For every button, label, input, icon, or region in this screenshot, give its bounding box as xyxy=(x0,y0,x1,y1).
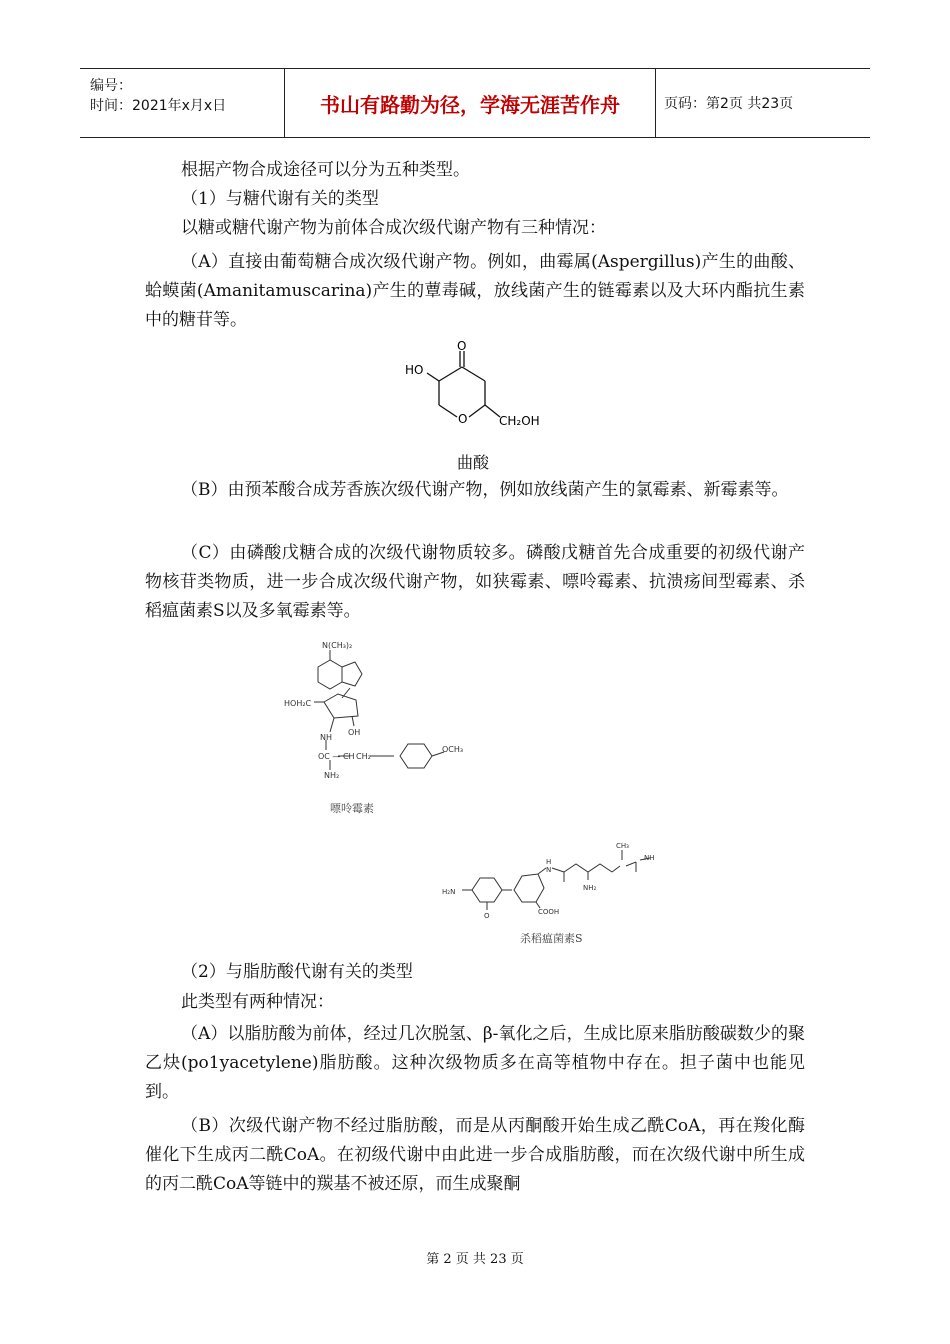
kojic-caption: 曲酸 xyxy=(457,453,490,472)
blast-h2n: H₂N xyxy=(442,888,456,896)
paragraph-6: （C）由磷酸戊糖合成的次级代谢物质较多。磷酸戊糖首先合成重要的初级代谢产物核苷类物质，进一步合成次级代谢产物，如狭霉素、嘌呤霉素、抗溃疡间型霉素、杀稻瘟菌素S以及多氧霉素等。 xyxy=(145,543,805,621)
blast-h: H xyxy=(546,858,552,866)
puro-och3: OCH₃ xyxy=(442,745,464,754)
page-header xyxy=(80,68,870,138)
header-motto: 书山有路勤为径，学海无涯苦作舟 xyxy=(284,69,656,137)
puro-nme2: N(CH₃)₂ xyxy=(322,641,353,650)
paragraph-3: 以糖或糖代谢产物为前体合成次级代谢产物有三种情况： xyxy=(181,218,606,238)
puromycin-caption: 嘌呤霉素 xyxy=(330,802,374,815)
blast-nh: NH xyxy=(644,854,655,862)
header-page-info: 页码：第2页 共23页 xyxy=(664,96,794,112)
kojic-ch2oh: CH₂OH xyxy=(499,414,540,428)
puro-oc-ch: OC — CH xyxy=(318,752,355,761)
blast-cooh: COOH xyxy=(538,908,560,916)
paragraph-1: 根据产物合成途径可以分为五种类型。 xyxy=(181,160,470,180)
paragraph-2: （1）与糖代谢有关的类型 xyxy=(181,189,379,209)
blast-ch3: CH₃ xyxy=(616,842,629,850)
paragraph-9: （A）以脂肪酸为前体，经过几次脱氢、β-氧化之后，生成比原来脂肪酸碳数少的聚乙炔(po1yacetylene)脂肪酸。这种次级物质多在高等植物中存在。担子菌中也能见到。 xyxy=(145,1024,805,1102)
blasticidin-structure xyxy=(440,838,670,918)
kojic-acid-structure xyxy=(395,335,555,435)
paragraph-7: （2）与脂肪酸代谢有关的类型 xyxy=(181,962,413,982)
blast-n: N xyxy=(546,866,552,874)
paragraph-10: （B）次级代谢产物不经过脂肪酸，而是从丙酮酸开始生成乙酰CoA，再在羧化酶催化下生成丙二酰CoA。在初级代谢中由此进一步合成脂肪酸，而在次级代谢中所生成的丙二酰CoA等链中的羰基不被还原，而生成聚酮 xyxy=(145,1116,805,1194)
kojic-ho: HO xyxy=(405,363,424,377)
blast-nh2: NH₂ xyxy=(583,884,597,892)
kojic-o-top: O xyxy=(457,339,467,353)
paragraph-5: （B）由预苯酸合成芳香族次级代谢产物，例如放线菌产生的氯霉素、新霉素等。 xyxy=(181,480,789,500)
header-left xyxy=(80,69,284,137)
page-footer: 第 2 页 共 23 页 xyxy=(426,1252,524,1267)
blasticidin-caption: 杀稻瘟菌素S xyxy=(520,932,583,945)
time-label: 时间：2021年x月x日 xyxy=(90,98,227,114)
puro-ch2: CH₂ xyxy=(356,752,371,761)
puro-oh: OH xyxy=(348,728,361,737)
paragraph-4: （A）直接由葡萄糖合成次级代谢产物。例如，曲霉属(Aspergillus)产生的曲酸、蛤蟆菌(Amanitamuscarina)产生的蕈毒碱，放线菌产生的链霉素以及大环内酯抗生素中的糖苷等。 xyxy=(145,252,805,330)
puro-nh2: NH₂ xyxy=(324,771,340,780)
blast-o: O xyxy=(484,912,490,918)
puro-nh: NH xyxy=(320,733,332,742)
puro-hoh2c: HOH₂C xyxy=(284,699,312,708)
paragraph-8: 此类型有两种情况： xyxy=(181,992,334,1012)
number-label: 编号： xyxy=(90,78,132,94)
puromycin-structure xyxy=(282,632,472,792)
kojic-o-ring: O xyxy=(458,412,468,426)
